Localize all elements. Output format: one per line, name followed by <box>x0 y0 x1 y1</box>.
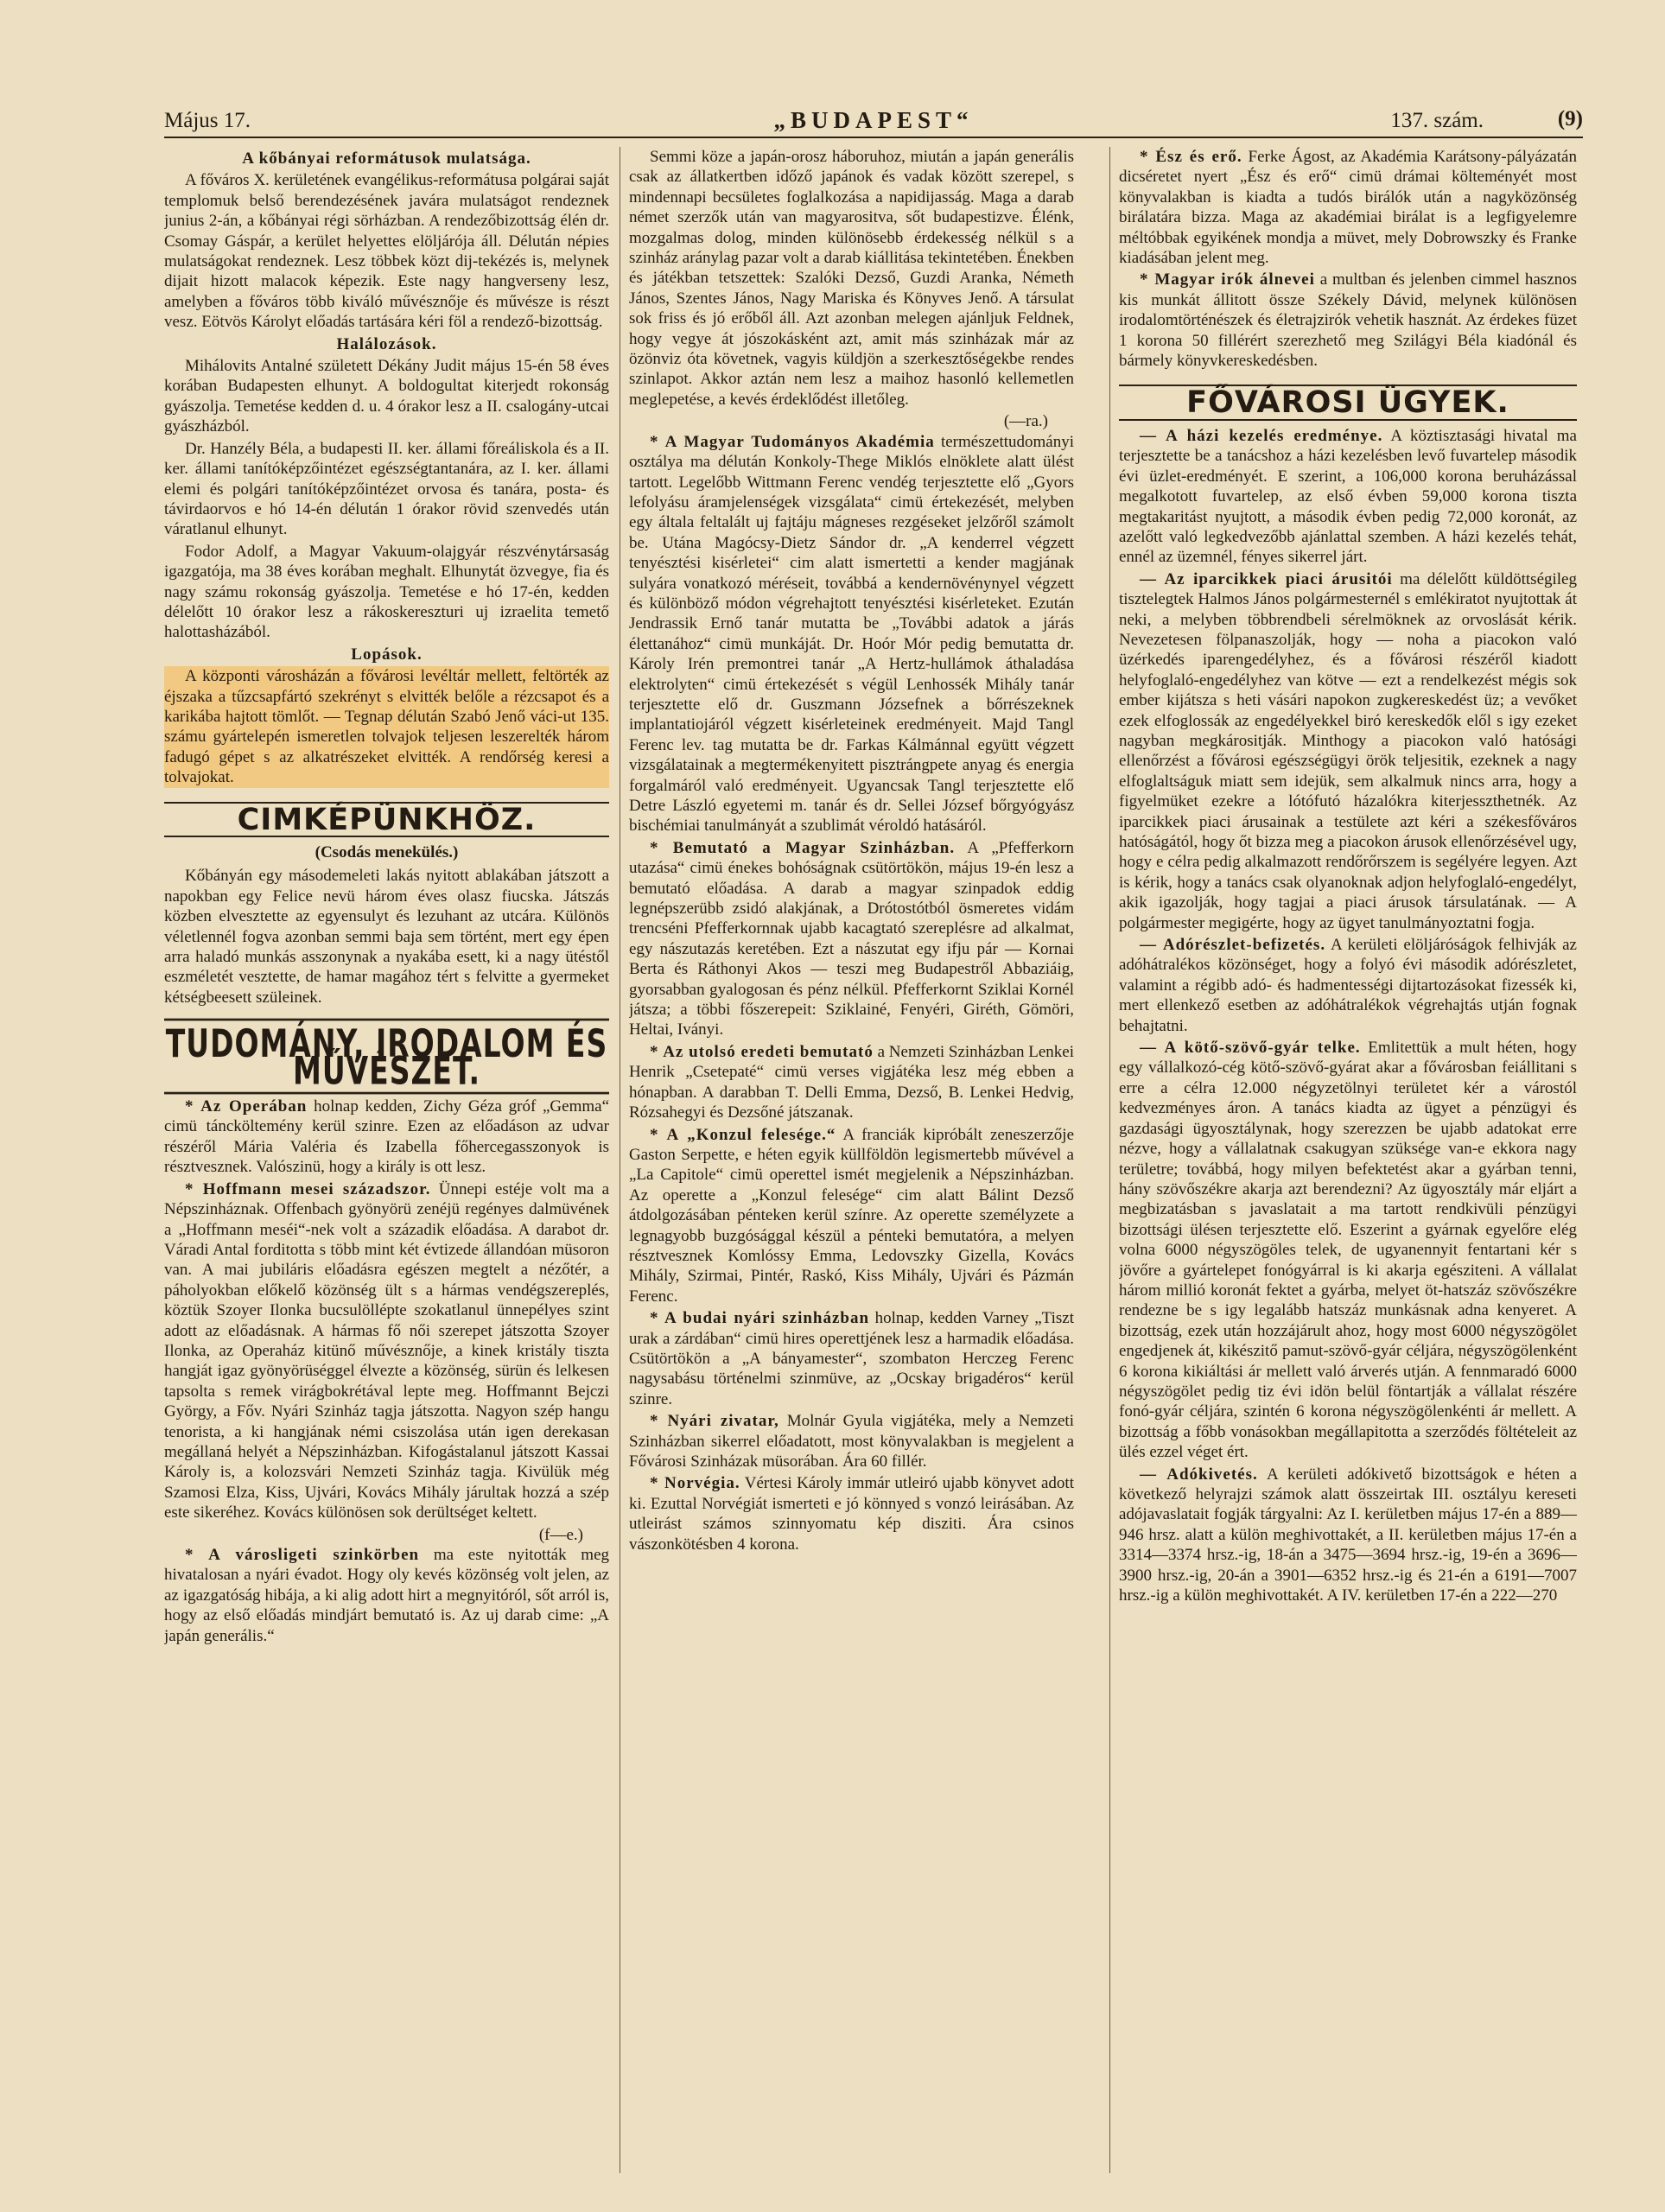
article-text: Mihálovits Antalné született Dékány Judit május 15-én 58 éves korában Budapesten elhunyt. A boldogultat kiterjedt rokonság gyászolja. Temetése kedden d. u. 4 órakor lesz a II. csalogány-utcai gyászházból. <box>164 357 609 436</box>
item-lead: — A kötő-szövő-gyár telke. <box>1140 1039 1361 1058</box>
item-body: Ferke Ágost, az Akadémia Karátsony-pályázatán dicséretet nyert „Ész és erő“ cimü drámai költeményét most könyvalakban is kiadta a tudós birálók után a nagyközönség birálatára bizza. Maga az akadémiai birálat is a legfigyelemre méltóbbak egyikének mondja a müvet, mely Dobrowszky és Franke kiadásában jelent meg. <box>1119 148 1577 268</box>
item-body: ma délelőtt küldöttségileg tisztelegtek Halmos János polgármesternél s emlékiratot nyujtottak át neki, a melyben többrendbeli sérelmöknek az orvoslását kérik. Nevezetesen fölpanaszolják, hogy — noha a piacokon való üzérkedés iparengedélyhez, és a fővárosi részéről kiadott helyfoglaló-engedélyhez van kötve — ezt a rendelkezést mégis sok ember kijátsza s heti vásári napokon zugkereskedést üz; a vevőket ezek elfoglossák az engedélyekkel biró kereskedők elől s igy ezeket nagyban megkárositják. Minthogy a piacokon való hatósági ellenőrzést a fővárosi egészségügyi örök teljesitik, ezeknek a nagy elfoglaltságuk miatt sem idejük, sem alkalmuk nincs arra, hogy a figyelmüket ezekre a lótófutó házalókra kiterjesszthetnék. Az iparcikkek piaci árusainak a testülete azt kéri a székesfőváros hatóságától, hogy őt bizza meg a piacokon árusok ellenőrzésével ugy, hogy e célra pedig alkalmazott rendőrőrszem is segélyére legyen. Azt is kérik, hogy a tanács csak olyanoknak adjon helyfoglaló-engedélyt, akik igazolják, hogy tagjai a piaci árusok társulatának. — A polgármester megigérte, hogy az ügyet tanulmányoztatni fogja. <box>1119 569 1577 932</box>
author-signature: (f—e.) <box>538 1525 583 1544</box>
section-heading: FŐVÁROSI ÜGYEK. <box>1119 385 1577 420</box>
item-lead: * A Magyar Tudományos Akadémia <box>650 432 935 451</box>
article-text <box>164 1096 609 1178</box>
item-body: holnap kedden, Zichy Géza gróf „Gemma“ cimü táncköltemény kerül szinre. Ezen az előadáson az udvar részéről Mária Valéria és Izabella főhercegasszonyok is résztvesznek. Valószinü, hogy a király is ott lesz. <box>164 1097 609 1177</box>
article-text <box>629 1042 1074 1123</box>
article-text <box>1119 426 1577 568</box>
article-text <box>164 1179 609 1523</box>
item-lead: — A házi kezelés eredménye. <box>1140 426 1383 445</box>
item-lead: * Az Operában <box>185 1097 308 1116</box>
item-lead: * Magyar irók álnevei <box>1140 270 1315 289</box>
article-text <box>629 432 1074 836</box>
column-3 <box>1119 147 1577 2173</box>
item-body: Molnár Gyula vigjátéka, mely a Nemzeti Szinházban sikerrel előadatott, most könyvalakban is megjelent a Fővárosi Szinházak müsorában. Ára 60 fillér. <box>629 1412 1074 1471</box>
item-body: A kerületi elöljáróságok felhivják az adóhátralékos közönséget, hogy a folyó évi második adórészletet, valamint a régibb adó- és hadmentességi dijtartozásokat fizessék ki, mert ellenkező esetben az adóhátralékok végrehajtás utján fognak behajtatni. <box>1119 936 1577 1035</box>
item-body: Vértesi Károly immár utleiró ujabb könyvet adott ki. Ezuttal Norvégiát ismerteti e jó könnyed s vonzó leirásában. Az utleirást számos szinnyomatu kép disziti. Ára csinos vászonkötésben 4 korona. <box>629 1474 1074 1554</box>
item-lead: * Nyári zivatar, <box>650 1412 779 1431</box>
section-heading: TUDOMÁNY, IRODALOM ÉS MŰVÉSZET. <box>164 1019 609 1094</box>
article-text: A főváros X. kerületének evangélikus-reformátusa polgárai saját templomuk belső berendezésének javára mulatságot rendeznek junius 2-án, a kőbányai régi sörházban. A rendezőbizottság élén dr. Csomay Gáspár, a kerület helyettes elöljárója áll. Délután népies mulatságokat rendeznek. Lesz többek közt dij-tekézés is, melynek dijait hizott malacok képezik. Este nagy hangverseny lesz, amelyben a főváros több kiváló művésznője és művésze is részt vesz. Eötvös Károlyt előadás tartására kéri föl a rendező-bizottság. <box>164 171 609 332</box>
item-lead: — Az iparcikkek piaci árusitói <box>1140 569 1393 588</box>
item-body: Emlitettük a mult héten, hogy egy vállalkozó-cég kötő-szövő-gyárat akar a fővárosban feiállitani s erre a célra 12.000 négyzetölnyi területet kér a várostól kedvezményes áron. A tanács kiadta az ügyet a pénzügyi és gazdasági ügyosztálynak, hogy szerezzen be ujabb adatokat erre nézve, hogy a vállalatnak csakugyan szüksége van-e ekkora nagy területre; továbbá, hogy milyen befektetést akar a gyárban tenni, hány szövőszékre akarja azt berendezni? Az ügyosztály már eljárt a megbizatásban s javaslatait a ma tartott rendkivüli pénzügyi bizottsági ülésen terjesztette elő. Eszerint a gyárnak egyelőre elég volna 6000 négyszögöles telek, de ugyanennyit fentartani kér s jövőre a gyártelepet fonógyárral is ki akarja egésziteni. A vállalat három millió koronát fektet a gyárba, melyet öt-hatszáz szövőszékre rendezne be s igy legalább hatszáz munkásnak adna kenyeret. A bizottság, ezek után hozzájárult ahoz, hogy most 6000 négyszögölet engedjenek át, kikészitő pamut-szövő-gyár céljára, négyszögölenként 6 korona kikiáltási ár mellett való árverés utján. A fennmaradó 6000 négyszögölet pedig tiz évi idön belül föntartják a vállalat részére fonó-gyár céljára, szintén 6 korona négyszögölenkénti ár mellett. A bizottság a főbb vonásokban megállapitotta a szerződés föltételeit az ülés ezzel véget ért. <box>1119 1039 1577 1462</box>
item-body: A „Pfefferkorn utazása“ cimü énekes bohóságnak csütörtökön, május 19-én lesz a bemutató előadása. A darab a magyar szinpadok eddig legnépszerübb zsidó alakjának, a Drótostótból ösmeretes vidám trencséni Pfefferkornnak ujabb kacagtató szereplésre ad alkalmat, egy nászutazás keretében. Ezt a nászutat egy ifju pár — Kornai Berta és Ráthonyi Akos — teszi meg Budapestről Abbaziáig, gyorsabban gyalogosan és pénz nélkül. Pfefferkornt Sziklai Kornél játsza; a többi főszerepeit: Sziklainé, Fenyéri, Giréth, Gömöri, Heltai, Iványi. <box>629 838 1074 1039</box>
article-text <box>629 1125 1074 1307</box>
article-text <box>1119 935 1577 1036</box>
item-body: A franciák kipróbált zeneszerzője Gaston Serpette, e héten egyik küllföldön legismertebb művével a „La Capitole“ cimü operettel ismét megjelenik a Népszinházban. Az operette a „Konzul felesége“ cim alatt Bálint Dezső átdolgozásában pénteken kerül színre. Az operette személyzete a legnagyobb buzgósággal készül a pénteki bemutatóra, a melyen résztvesznek Komlóssy Emma, Ledovszky Gizella, Kovács Mihály, Szirmai, Pintér, Raskó, Kiss Mihály, Ujvári és Pázmán Ferenc. <box>629 1125 1074 1306</box>
item-lead: * Hoffmann mesei századszor. <box>185 1179 431 1198</box>
article-text <box>629 838 1074 1040</box>
item-body: a multban és jelenben cimmel hasznos kis munkát állitott össze Székely Dávid, melynek különösen irodalomtörténészek és életrajzirók vehetik hasznát. Az érdekes füzet 1 korona 50 fillérért szerezhető meg Szilágyi Béla kiadónál és bármely könyvkereskedésben. <box>1119 270 1577 371</box>
item-lead: * A budai nyári szinházban <box>650 1309 870 1328</box>
item-lead: * Az utolsó eredeti bemutató <box>650 1042 874 1061</box>
article-text <box>1119 1465 1577 1606</box>
section-heading: CIMKÉPÜNKHÖZ. <box>164 802 609 837</box>
column-2 <box>629 147 1074 2173</box>
author-signature: (—ra.) <box>1003 412 1048 431</box>
column-divider <box>1109 147 1110 2173</box>
article-text <box>629 1411 1074 1471</box>
article-text <box>1119 1038 1577 1463</box>
article-text <box>1119 569 1577 933</box>
article-heading: Lopások. <box>351 645 423 664</box>
item-body: ma este nyitották meg hivatalosan a nyári évadot. Hogy oly kevés közönség volt jelen, az az igazgatóság hibája, a ki alig adott hirt a megnyitóról, sőt arról is, hogy az első előadás mindjárt bemutató is. Az uj darab cime: „A japán generális.“ <box>164 1546 609 1645</box>
item-lead: * Bemutató a Magyar Szinházban. <box>650 838 956 857</box>
article-subheading: (Csodás menekülés.) <box>315 843 459 861</box>
item-body: a Nemzeti Szinházban Lenkei Henrik „Csetepaté“ cimü verses vigjátéka lesz még ebben a hónapban. A darabban T. Delli Emma, Dezső, B. Lenkei Hedvig, Rózsahegyi és Dezsőné játszanak. <box>629 1042 1074 1122</box>
article-text: Semmi köze a japán-orosz háboruhoz, miután a japán generális csak az állatkertben időző japánok és vadak között szerepel, s mindennapi becsületes foglalkozása a napidijasság. Maga a darab német szerzők után van magyarositva, sőt budapestizve. Élénk, mozgalmas dolog, minden különösebb érdekesség nélkül s a szinház aránylag pazar volt a darab kiállitása tekintetében. Énekben és játékban tetszettek: Szalóki Dezső, Guzdi Aranka, Németh János, Szentes János, Nagy Mariska és Könyves Jenő. A társulat sok friss és jó erőből áll. Azt azonban melegen ajánljuk Feldnek, hogy vegye át jószokásként azt, amit más szinházak már az özönviz óta követnek, vagyis küldjön a szerkesztőségekbe rendes szinlapot. Akkor aztán nem lesz a maihoz hasonló kellemetlen meglepetése, a kevés érdeklődést illetőleg. <box>629 148 1074 409</box>
item-lead: * Norvégia. <box>650 1474 740 1493</box>
item-lead: — Adórészlet-befizetés. <box>1140 936 1326 955</box>
item-body: Ünnepi estéje volt ma a Népszinháznak. Offenbach gyönyörü zenéjü regényes dalmüvének a „Hoffmann meséi“-nek volt a századik előadása. A darabot dr. Váradi Antal forditotta s több mint két évtizede állandóan müsoron van. A mai jubiláris előadásra egészen megtelt a nézőtér, a páholyokban előkelő közönség ült s a hármas vendégszereplés, köztük Szoyer Ilonka bucsulöllépte szokatlanul ünnepélyes szint adott az előadásnak. A hármas fő női szerepet játszotta Szoyer Ilonka, az Operaház kitünő művésznője, a kinek kristály tiszta hangját igaz gyönyörüséggel élvezte a közönség, sürün és lelkesen tapsolta s remek virágbokrétával lepte meg. Hoffmannt Bejczi György, a Főv. Nyári Szinház tagja játszotta. Nagyon szép hangu tenorista, a ki hangjának némi csiszolása után igen derekasan megállaná helyét a Népszinházban. Kifogástalanul játszott Kassai Károly is, a kolozsvári Nemzeti Szinház tagja. Kivülük még Szamosi Elza, Kiss, Ujvári, Kovács Mihály járultak hozzá a szép este sikeréhez. Kovács különösen sok derültséget keltett. <box>164 1179 609 1522</box>
item-lead: * A városligeti szinkörben <box>185 1546 420 1564</box>
column-1 <box>164 147 609 2173</box>
page-number: (9) <box>1557 107 1583 130</box>
item-body: A kerületi adókivető bizottságok e héten a következő helyrajzi számok alatt összeirtak III. osztályu kereseti adójavaslatait fogják tárgyalni: Az I. kerületben május 17-én a 889—946 hrsz. alatt a külön meghivottakét, a II. kerületben május 17-én a 3314—3374 hrsz.-ig, 18-án a 3475—3694 hrsz.-ig, 19-én a 3696—3900 hrsz.-ig, 20-án a 3901—6352 hrsz.-ig és 21-én a 6191—7007 hrsz.-ig a külön meghivottakét. A IV. kerületben 17-én a 222—270 <box>1119 1465 1577 1605</box>
highlighted-article-text: A központi városházán a fővárosi levéltár mellett, feltörték az éjszaka a tűzcsapfártó szekrényt s elvitték belőle a rézcsapot és a karikába hajtott tömlőt. — Tegnap délután Szabó Jenő váci-ut 135. számu gyártelepén ismeretlen tolvajok teljesen leszerelték három fadugó gépet s az alkatrészeket elvitték. A rendőrség keresi a tolvajokat. <box>164 667 609 787</box>
item-body: természettudományi osztálya ma délután Konkoly-Thege Miklós elnöklete alatt ülést tartott. Legelőbb Wittmann Ferenc vendég terjesztette elő „Gyors lefolyásu áramjelenségek vizsgálata“ cimü értekezését, melyben egy általa feltalált uj fajtáju mágneses rezgéseket jelzőről számolt be. Utána Magócsy-Dietz Sándor dr. „A kenderrel végzett tenyésztési kisérletei“ cim alatt ismertetti a kender magjának sulyára vonatkozó méréseit, továbbá a kendernövénynyel végzett és különböző módon végrehajtott tenyésztési kisérleteket. Ezután Jendrassik Ernő tanár mutatta be „További adatok a járás élettanához“ cimü munkáját. Dr. Hoór Mór pedig bemutatta dr. Károly Irén premontrei tanár „A Hertz-hullámok áthaladása elektrolyten“ cimü értekezését s végül Lenhossék Mihály tanár terjesztette elő dr. Guszmann Józsefnek a bőrrészeknek implantatiojáról végzett kisérleteinek eredményeit. Majd Tangl Ferenc lev. tag mutatta be dr. Farkas Kálmánnal együtt végzett vizsgálatainak a megtermékenyitett pisztrángpete anyag és energia forgalmáról való eredményeit. Ugyancsak Tangl terjesztette elő Detre László egyetemi m. tanár és dr. Sellei József bőrgyógyász bischémiai tanulmányát a szublimát véroldó hatásáról. <box>629 432 1074 836</box>
article-text <box>629 1473 1074 1554</box>
article-text: Kőbányán egy másodemeleti lakás nyitott ablakában játszott a napokban egy Felice nevü három éves olasz fiucska. Játszás közben elvesztette az egyensulyt és lezuhant az utcára. Különös véletlennél fogva azonban semmi baja sem történt, mert egy épen arra haladó munkás asszonynak a nyakába esett, ki a nagy ütéstől eszméletét vesztette, de hamar magához tért s felvitte a gyermeket kétségbeesett szüleinek. <box>164 867 609 1007</box>
masthead: „BUDAPEST“ <box>773 107 974 133</box>
item-body: holnap, kedden Varney „Tiszt urak a zárdában“ cimü hires operettjének lesz a harmadik előadása. Csütörtökön a „A bányamester“, szombaton Herczeg Ferenc nagysabásu történelmi szinmüve, az „Ocskay brigadéros“ kerül szinre. <box>629 1309 1074 1408</box>
article-heading: Halálozások. <box>336 334 437 353</box>
header-date: Május 17. <box>164 109 251 132</box>
issue-number: 137. szám. <box>1390 109 1484 132</box>
article-heading: A kőbányai reformátusok mulatsága. <box>242 149 531 168</box>
article-text <box>1119 270 1577 371</box>
page-header <box>164 102 1583 138</box>
article-text: Fodor Adolf, a Magyar Vakuum-olajgyár részvénytársaság igazgatója, ma 38 éves korában meghalt. Elhunytát özvegye, fia és nagy számu rokonság gyászolja. Temetése e hó 17-én, kedden délelőtt 10 órakor lesz a rákoskereszturi uj izraelita temető halottasházából. <box>164 542 609 642</box>
article-text <box>1119 147 1577 268</box>
article-text <box>629 1308 1074 1409</box>
item-lead: * Ész és erő. <box>1140 148 1242 166</box>
article-text: Dr. Hanzély Béla, a budapesti II. ker. állami főreáliskola és a II. ker. állami tanítóképzőintézet egészségtantanára, az I. ker. állami elemi és polgári tanítóképzőintézet orvosa és tanára, posta- és távirdaorvos e hó 14-én délután 1 órakor rövid szenvedés után váratlanul elhunyt. <box>164 439 609 539</box>
item-lead: — Adókivetés. <box>1140 1465 1258 1484</box>
item-lead: * A „Konzul felesége.“ <box>650 1125 836 1144</box>
item-body: A köztisztasági hivatal ma terjesztette be a tanácshoz a házi kezelésben levő fuvartelep második évi üzlet-eredményét. E szerint, a 106,000 korona beruházással megalkotott fuvartelep, az első évben 59,000 korona tiszta megtakaritást nyujtott, a második évben pedig 72,000 koronát, az azelőtt való legkedvezőbb ajánlattal szemben. A házi kezelés tehát, ennél az üzemnél, fényes sikerrel járt. <box>1119 426 1577 567</box>
article-text <box>164 1545 609 1646</box>
